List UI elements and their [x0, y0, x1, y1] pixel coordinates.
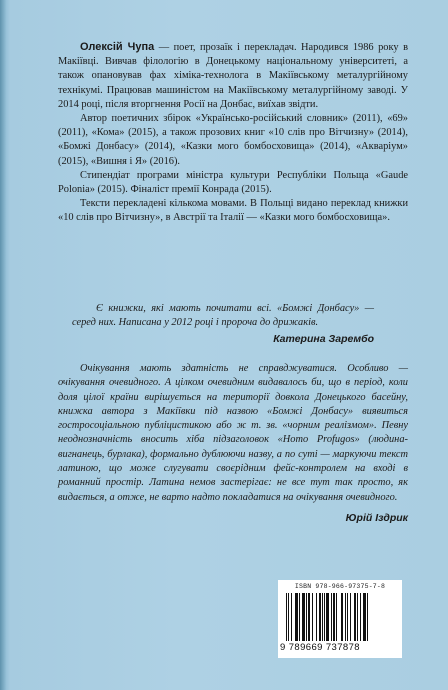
bio-paragraph-2: Автор поетичних збірок «Українсько-російський словник» (2011), «69» (2011), «Кома» (2015), а також прозових книг «10 слів про Вітчизну» (2014), «Бомжі Донбасу» (2014), «Казки мого бомбосховища» (2014), «Акваріум» (2015), «Вишня і Я» (2016).: [58, 113, 408, 167]
bio-paragraph-1: [58, 40, 408, 112]
spine-edge: [0, 0, 6, 690]
barcode-bar: [288, 593, 289, 641]
barcode-bar: [341, 593, 343, 641]
author-bio: [58, 40, 408, 226]
barcode-bar: [302, 593, 305, 641]
barcode-bar: [299, 593, 300, 641]
barcode-bar: [331, 593, 332, 641]
barcode-bar: [326, 593, 329, 641]
barcode-bar: [357, 593, 358, 641]
barcode-bar: [324, 593, 325, 641]
barcode-bar: [291, 593, 292, 641]
barcode: [278, 580, 402, 658]
barcode-bar: [345, 593, 346, 641]
review-quote-1-author: Катерина Зарембо: [273, 333, 374, 346]
barcode-bar: [363, 593, 366, 641]
barcode-bar: [319, 593, 321, 641]
barcode-bar: [350, 593, 351, 641]
author-name: Олексій Чупа: [80, 41, 155, 53]
bio-paragraph-1-text: — поет, прозаїк і перекладач. Народився 1986 року в Макіївці. Вивчав філологію в Донецькому національному університеті, а також опановував фах хіміка-технолога в Макіївському металургійному технікумі. Працював машиністом на Макіївському металургійному заводі. У 2014 році, після вторгнення Росії на Донбас, виїхав звідти.: [58, 42, 408, 110]
barcode-bar: [316, 593, 317, 641]
review-quote-2-author: Юрій Іздрик: [345, 511, 408, 524]
ean-number: 9 789669 737878: [280, 642, 360, 653]
review-quote-2: [58, 362, 408, 525]
barcode-bar: [333, 593, 335, 641]
barcode-bar: [306, 593, 307, 641]
barcode-bar: [286, 593, 287, 641]
barcode-bar: [322, 593, 323, 641]
barcode-bar: [360, 593, 361, 641]
bio-paragraph-4: Тексти перекладені кількома мовами. В Польщі видано переклад книжки «10 слів про Вітчизну», в Австрії та Італії — «Казки мого бомбосховища».: [58, 198, 408, 224]
barcode-bar: [367, 593, 368, 641]
bio-paragraph-3: Стипендіат програми міністра культури Республіки Польща «Gaude Polonia» (2015). Фіналіст премії Конрада (2015).: [58, 169, 408, 196]
barcode-bar: [354, 593, 356, 641]
barcode-bar: [312, 593, 313, 641]
review-quote-1: [72, 302, 374, 347]
isbn-label: ISBN 978-966-97375-7-8: [294, 583, 386, 590]
barcode-bar: [295, 593, 297, 641]
barcode-bar: [308, 593, 310, 641]
barcode-bar: [347, 593, 348, 641]
barcode-bars: [286, 593, 396, 641]
review-quote-2-text: Очікування мають здатність не справджуватися. Особливо — очікування очевидного. А цілком очевидним видавалось би, що в період, коли доля цілої країни вирішується на території довкола Донецького басейну, книжка автора з Макіївки під назвою «Бомжі Донбасу» виявиться гостросоціальною публіцистикою або ж т. зв. «чорним реалізмом». Певну неоднозначність вносить хіба підзаголовок «Homo Profugos» (людина-вигнанець, бурлака), формально дублюючи назву, а по суті — маркуючи текст латиною, що може слугувати своєрідним фейс-контролем на вході в романний простір. Латина немов застерігає: не все тут так просто, як видається, а отже, не варто надто покладатися на очікування очевидного.: [58, 363, 408, 503]
barcode-bar: [336, 593, 337, 641]
review-quote-1-text: Є книжки, які мають почитати всі. «Бомжі Донбасу» — серед них. Написана у 2012 році і пророча до дрижаків.: [72, 303, 374, 329]
